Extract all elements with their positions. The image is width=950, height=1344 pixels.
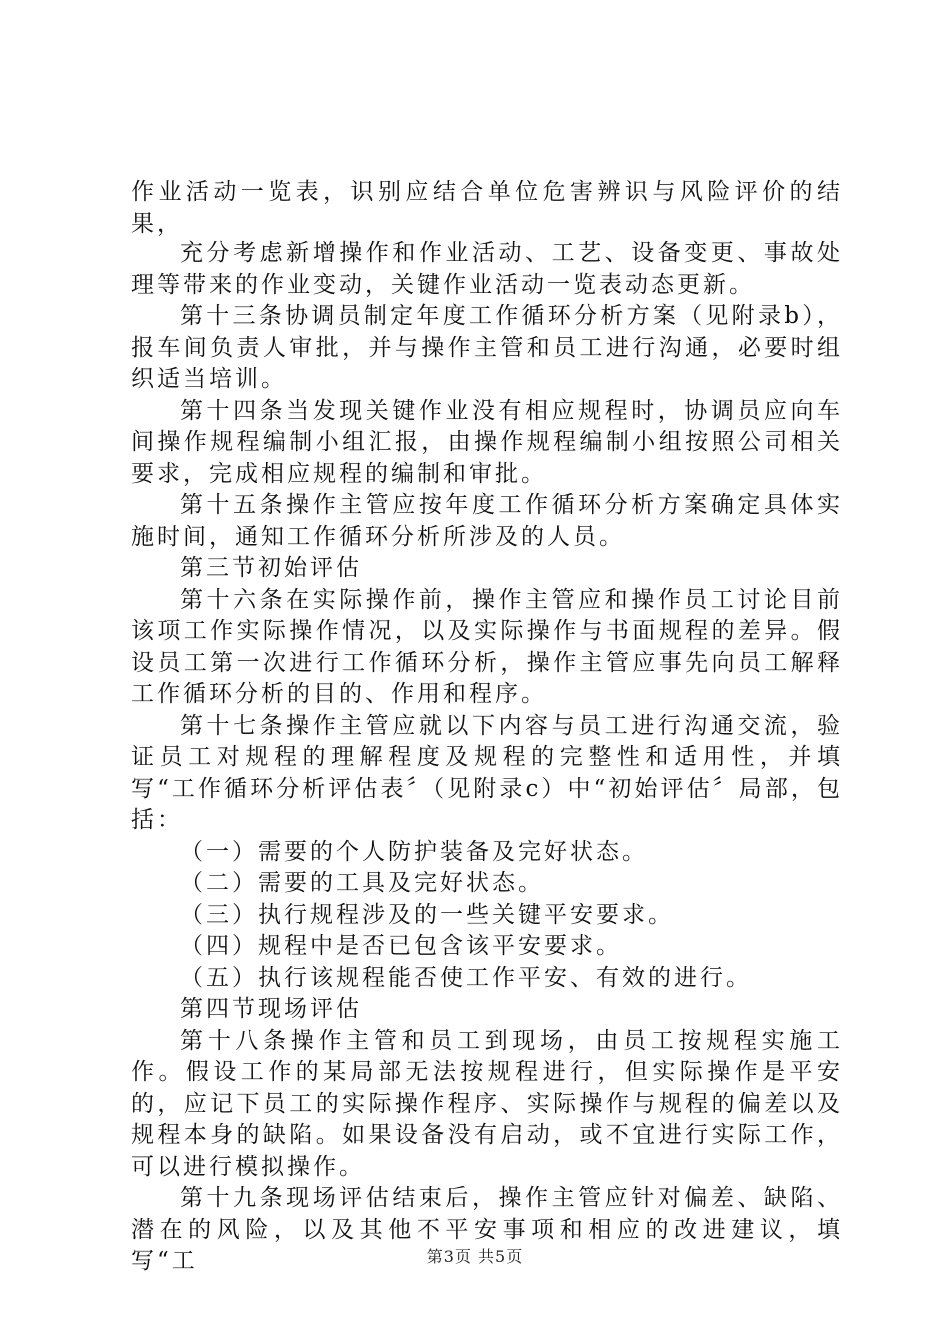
paragraph: 充分考虑新增操作和作业活动、工艺、设备变更、事故处理等带来的作业变动，关键作业活动一览表动态更新。 bbox=[131, 240, 843, 298]
article-17: 第十七条操作主管应就以下内容与员工进行沟通交流，验证员工对规程的理解程度及规程的完整性和适用性，并填写“工作循环分析评估表〞（见附录c）中“初始评估〞局部，包括： bbox=[131, 712, 843, 833]
list-item: （四）规程中是否已包含该平安要求。 bbox=[180, 933, 622, 959]
article-14: 第十四条当发现关键作业没有相应规程时，协调员应向车间操作规程编制小组汇报，由操作规程编制小组按照公司相关要求，完成相应规程的编制和审批。 bbox=[131, 397, 843, 487]
document-body bbox=[131, 238, 843, 1278]
section-heading-initial-assessment: 第三节初始评估 bbox=[180, 555, 362, 581]
document-first-line-block bbox=[131, 177, 843, 240]
page-number-footer: 第3页 共5页 bbox=[426, 1247, 524, 1266]
list-item: （三）执行规程涉及的一些关键平安要求。 bbox=[180, 901, 674, 928]
article-15: 第十五条操作主管应按年度工作循环分析方案确定具体实施时间，通知工作循环分析所涉及的人员。 bbox=[131, 492, 843, 550]
article-19: 第十九条现场评估结束后，操作主管应针对偏差、缺陷、潜在的风险，以及其他不平安事项和相应的改进建议，填写“工 bbox=[131, 1185, 843, 1274]
list-item: （一）需要的个人防护装备及完好状态。 bbox=[180, 838, 648, 865]
section-heading-field-assessment: 第四节现场评估 bbox=[180, 996, 362, 1022]
article-16: 第十六条在实际操作前，操作主管应和操作员工讨论目前该项工作实际操作情况，以及实际操作与书面规程的差异。假设员工第一次进行工作循环分析，操作主管应事先向员工解释工作循环分析的目的、作用和程序。 bbox=[131, 586, 843, 707]
article-18: 第十八条操作主管和员工到现场，由员工按规程实施工作。假设工作的某局部无法按规程进行，但实际操作是平安的，应记下员工的实际操作程序、实际操作与规程的偏差以及规程本身的缺陷。如果设备没有启动，或不宜进行实际工作，可以进行模拟操作。 bbox=[131, 1027, 843, 1180]
list-item: （五）执行该规程能否使工作平安、有效的进行。 bbox=[180, 964, 752, 991]
article-13: 第十三条协调员制定年度工作循环分析方案（见附录b），报车间负责人审批，并与操作主管和员工进行沟通，必要时组织适当培训。 bbox=[131, 303, 843, 392]
list-item: （二）需要的工具及完好状态。 bbox=[180, 870, 544, 896]
paragraph-continuation: 作业活动一览表，识别应结合单位危害辨识与风险评价的结果， bbox=[131, 179, 843, 237]
